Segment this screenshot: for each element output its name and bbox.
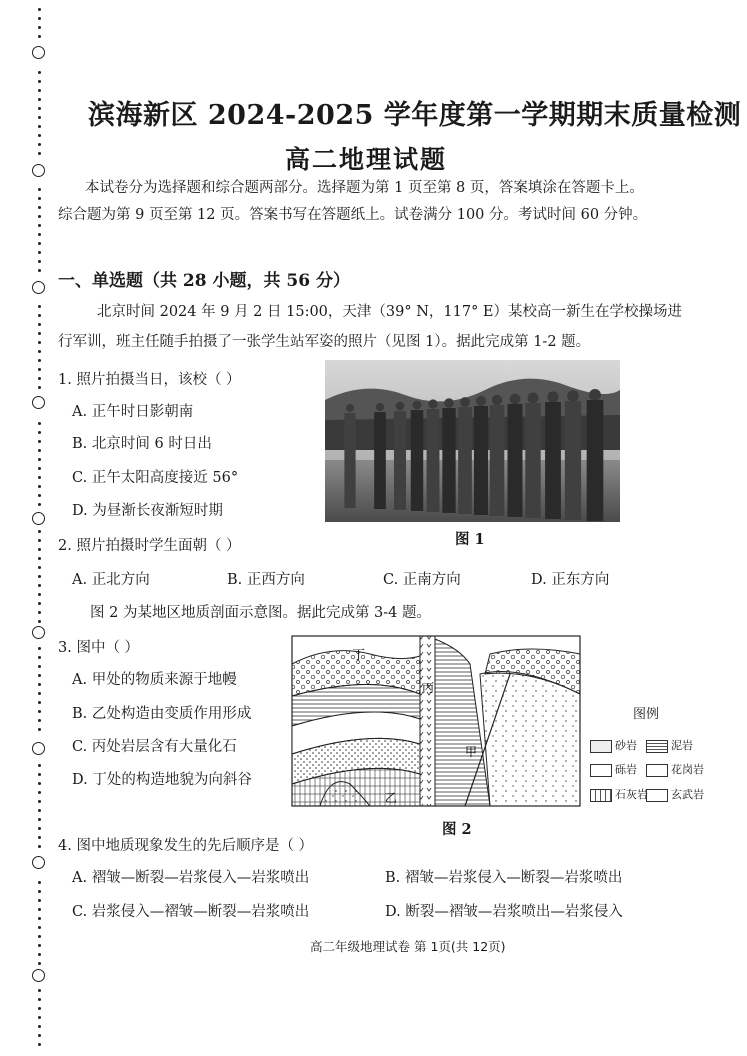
binding-dot [38,134,41,137]
binding-dot [38,791,41,794]
limestone-swatch-icon [590,789,612,802]
binding-dot [38,656,41,659]
binding-dot [38,926,41,929]
binding-dot [38,593,41,596]
binding-dot [38,584,41,587]
binding-dot [38,26,41,29]
binding-dot [38,800,41,803]
figure-2-label-jia: 甲 [465,745,478,759]
soldier-figure [525,393,540,519]
basalt-swatch-icon [646,789,668,802]
question-2-option-d: D. 正东方向 [531,572,610,588]
binding-dot [38,80,41,83]
binding-hole-icon [32,856,45,869]
binding-dot [38,881,41,884]
binding-dot [38,494,41,497]
binding-dot [38,1025,41,1028]
page-footer: 高二年级地理试卷 第 1页(共 12页) [310,939,506,954]
binding-dot [38,332,41,335]
conglomerate-swatch-icon [590,764,612,777]
question-1-option-a: A. 正午时日影朝南 [72,404,194,420]
question-2-option-a: A. 正北方向 [72,572,150,588]
binding-dot [38,305,41,308]
binding-dot [38,539,41,542]
binding-dot [38,188,41,191]
binding-dot [38,233,41,236]
binding-dot [38,1034,41,1037]
mudstone-swatch-icon [646,740,668,753]
question-4-option-c: C. 岩浆侵入—褶皱—断裂—岩浆喷出 [72,904,310,920]
binding-dot [38,350,41,353]
figure-2-label-yi: 乙 [385,791,398,805]
binding-dot [38,809,41,812]
binding-dot [38,953,41,956]
question-4-option-a: A. 褶皱—断裂—岩浆侵入—岩浆喷出 [72,870,310,886]
binding-dot [38,116,41,119]
question-2-option-c: C. 正南方向 [383,572,461,588]
binding-dot [38,206,41,209]
question-1-stem: 1. 照片拍摄当日，该校（ ） [58,372,241,388]
binding-hole-icon [32,969,45,982]
binding-dot [38,917,41,920]
figure-2-label-bing: 丙 [422,681,435,695]
question-3-option-d: D. 丁处的构造地貌为向斜谷 [72,772,252,788]
binding-dot [38,260,41,263]
binding-dot [38,683,41,686]
soldier-figure [508,394,523,517]
legend-item-sandstone: 砂岩 [590,737,637,753]
legend-item-granite: 花岗岩 [646,761,704,777]
binding-dot [38,665,41,668]
binding-dot [38,368,41,371]
figure-1-photo [325,360,620,522]
question-3-option-a: A. 甲处的物质来源于地幔 [72,672,237,688]
binding-dot [38,269,41,272]
binding-dot [38,485,41,488]
question-2-stem: 2. 照片拍摄时学生面朝（ ） [58,538,241,554]
granite-swatch-icon [646,764,668,777]
binding-hole-icon [32,396,45,409]
question-2-option-b: B. 正西方向 [227,572,305,588]
soldier-figure [442,398,455,513]
binding-hole-icon [32,46,45,59]
binding-dot [38,143,41,146]
binding-dot [38,890,41,893]
figure-2-label-ding: 丁 [352,648,366,663]
binding-dot [38,215,41,218]
binding-dot [38,476,41,479]
binding-dot [38,98,41,101]
question-3-stem: 3. 图中（ ） [58,640,140,656]
binding-dot [38,1043,41,1046]
binding-dot [38,314,41,317]
figure-2-geologic-section [290,634,582,810]
binding-dot [38,566,41,569]
binding-dot [38,899,41,902]
binding-dot [38,71,41,74]
question-4-option-b: B. 褶皱—岩浆侵入—断裂—岩浆喷出 [385,870,623,886]
soldier-figure [490,395,505,516]
binding-dot [38,251,41,254]
binding-dot [38,422,41,425]
binding-dot [38,242,41,245]
binding-dot [38,845,41,848]
binding-margin [30,0,50,1056]
soldier-figure [427,399,440,512]
binding-dot [38,503,41,506]
figure-2-caption: 图 2 [442,821,472,838]
binding-dot [38,728,41,731]
passage-1-line-2: 行军训，班主任随手拍摄了一张学生站军姿的照片（见图 1）。据此完成第 1-2 题。 [58,334,591,350]
question-1-option-d: D. 为昼渐长夜渐短时期 [72,503,223,519]
binding-dot [38,557,41,560]
intro-line-2: 综合题为第 9 页至第 12 页。答案书写在答题纸上。试卷满分 100 分。考试时间 60 分钟。 [58,207,648,223]
binding-dot [38,647,41,650]
binding-hole-icon [32,281,45,294]
binding-dot [38,836,41,839]
binding-dot [38,611,41,614]
binding-dot [38,152,41,155]
binding-dot [38,998,41,1001]
binding-dot [38,323,41,326]
binding-dot [38,377,41,380]
passage-2: 图 2 为某地区地质剖面示意图。据此完成第 3-4 题。 [90,605,432,621]
binding-dot [38,125,41,128]
binding-dot [38,908,41,911]
binding-dot [38,935,41,938]
soldier-figure [374,403,386,509]
binding-hole-icon [32,626,45,639]
binding-dot [38,386,41,389]
binding-dot [38,1007,41,1010]
binding-hole-icon [32,742,45,755]
binding-hole-icon [32,512,45,525]
binding-dot [38,620,41,623]
binding-dot [38,359,41,362]
question-1-option-c: C. 正午太阳高度接近 56° [72,470,239,486]
binding-hole-icon [32,164,45,177]
question-3-option-c: C. 丙处岩层含有大量化石 [72,739,237,755]
binding-dot [38,17,41,20]
section-heading: 一、单选题（共 28 小题，共 56 分） [58,271,350,291]
soldier-figure [411,401,423,511]
question-4-option-d: D. 断裂—褶皱—岩浆喷出—岩浆侵入 [385,904,623,920]
binding-dot [38,944,41,947]
binding-dot [38,575,41,578]
binding-dot [38,782,41,785]
binding-dot [38,458,41,461]
binding-dot [38,548,41,551]
binding-dot [38,341,41,344]
legend-item-mudstone: 泥岩 [646,737,693,753]
figure-1-caption: 图 1 [455,531,485,548]
binding-dot [38,431,41,434]
binding-dot [38,962,41,965]
binding-dot [38,710,41,713]
intro-line-1: 本试卷分为选择题和综合题两部分。选择题为第 1 页至第 8 页，答案填涂在答题卡上。 [85,180,644,196]
soldier-figure [545,391,561,519]
passage-1-line-1: 北京时间 2024 年 9 月 2 日 15:00，天津（39° N，117° E）某校高一新生在学校操场进 [97,304,683,320]
figure-2-legend-title: 图例 [633,707,660,722]
binding-dot [38,602,41,605]
binding-dot [38,89,41,92]
binding-dot [38,719,41,722]
page-subtitle: 高二地理试题 [285,145,448,174]
question-4-stem: 4. 图中地质现象发生的先后顺序是（ ） [58,838,314,854]
binding-dot [38,440,41,443]
binding-dot [38,35,41,38]
binding-dot [38,530,41,533]
binding-dot [38,818,41,821]
binding-dot [38,467,41,470]
binding-dot [38,449,41,452]
binding-dot [38,764,41,767]
binding-dot [38,107,41,110]
soldier-figure [344,404,355,508]
binding-dot [38,8,41,11]
legend-item-limestone: 石灰岩 [590,786,648,802]
page-title: 滨海新区 2024-2025 学年度第一学期期末质量检测 [88,100,742,131]
binding-dot [38,692,41,695]
soldier-figure [458,397,472,514]
soldier-figure [474,396,488,515]
binding-dot [38,827,41,830]
binding-dot [38,701,41,704]
binding-dot [38,197,41,200]
legend-item-basalt: 玄武岩 [646,786,704,802]
soldier-figure [565,390,581,520]
legend-item-conglomerate: 砾岩 [590,761,637,777]
question-1-option-b: B. 北京时间 6 时日出 [72,436,212,452]
binding-dot [38,989,41,992]
binding-dot [38,674,41,677]
soldier-figure [394,402,406,510]
binding-dot [38,1016,41,1019]
binding-dot [38,224,41,227]
binding-dot [38,773,41,776]
soldier-figure [587,389,604,521]
question-3-option-b: B. 乙处构造由变质作用形成 [72,706,252,722]
sandstone-swatch-icon [590,740,612,753]
